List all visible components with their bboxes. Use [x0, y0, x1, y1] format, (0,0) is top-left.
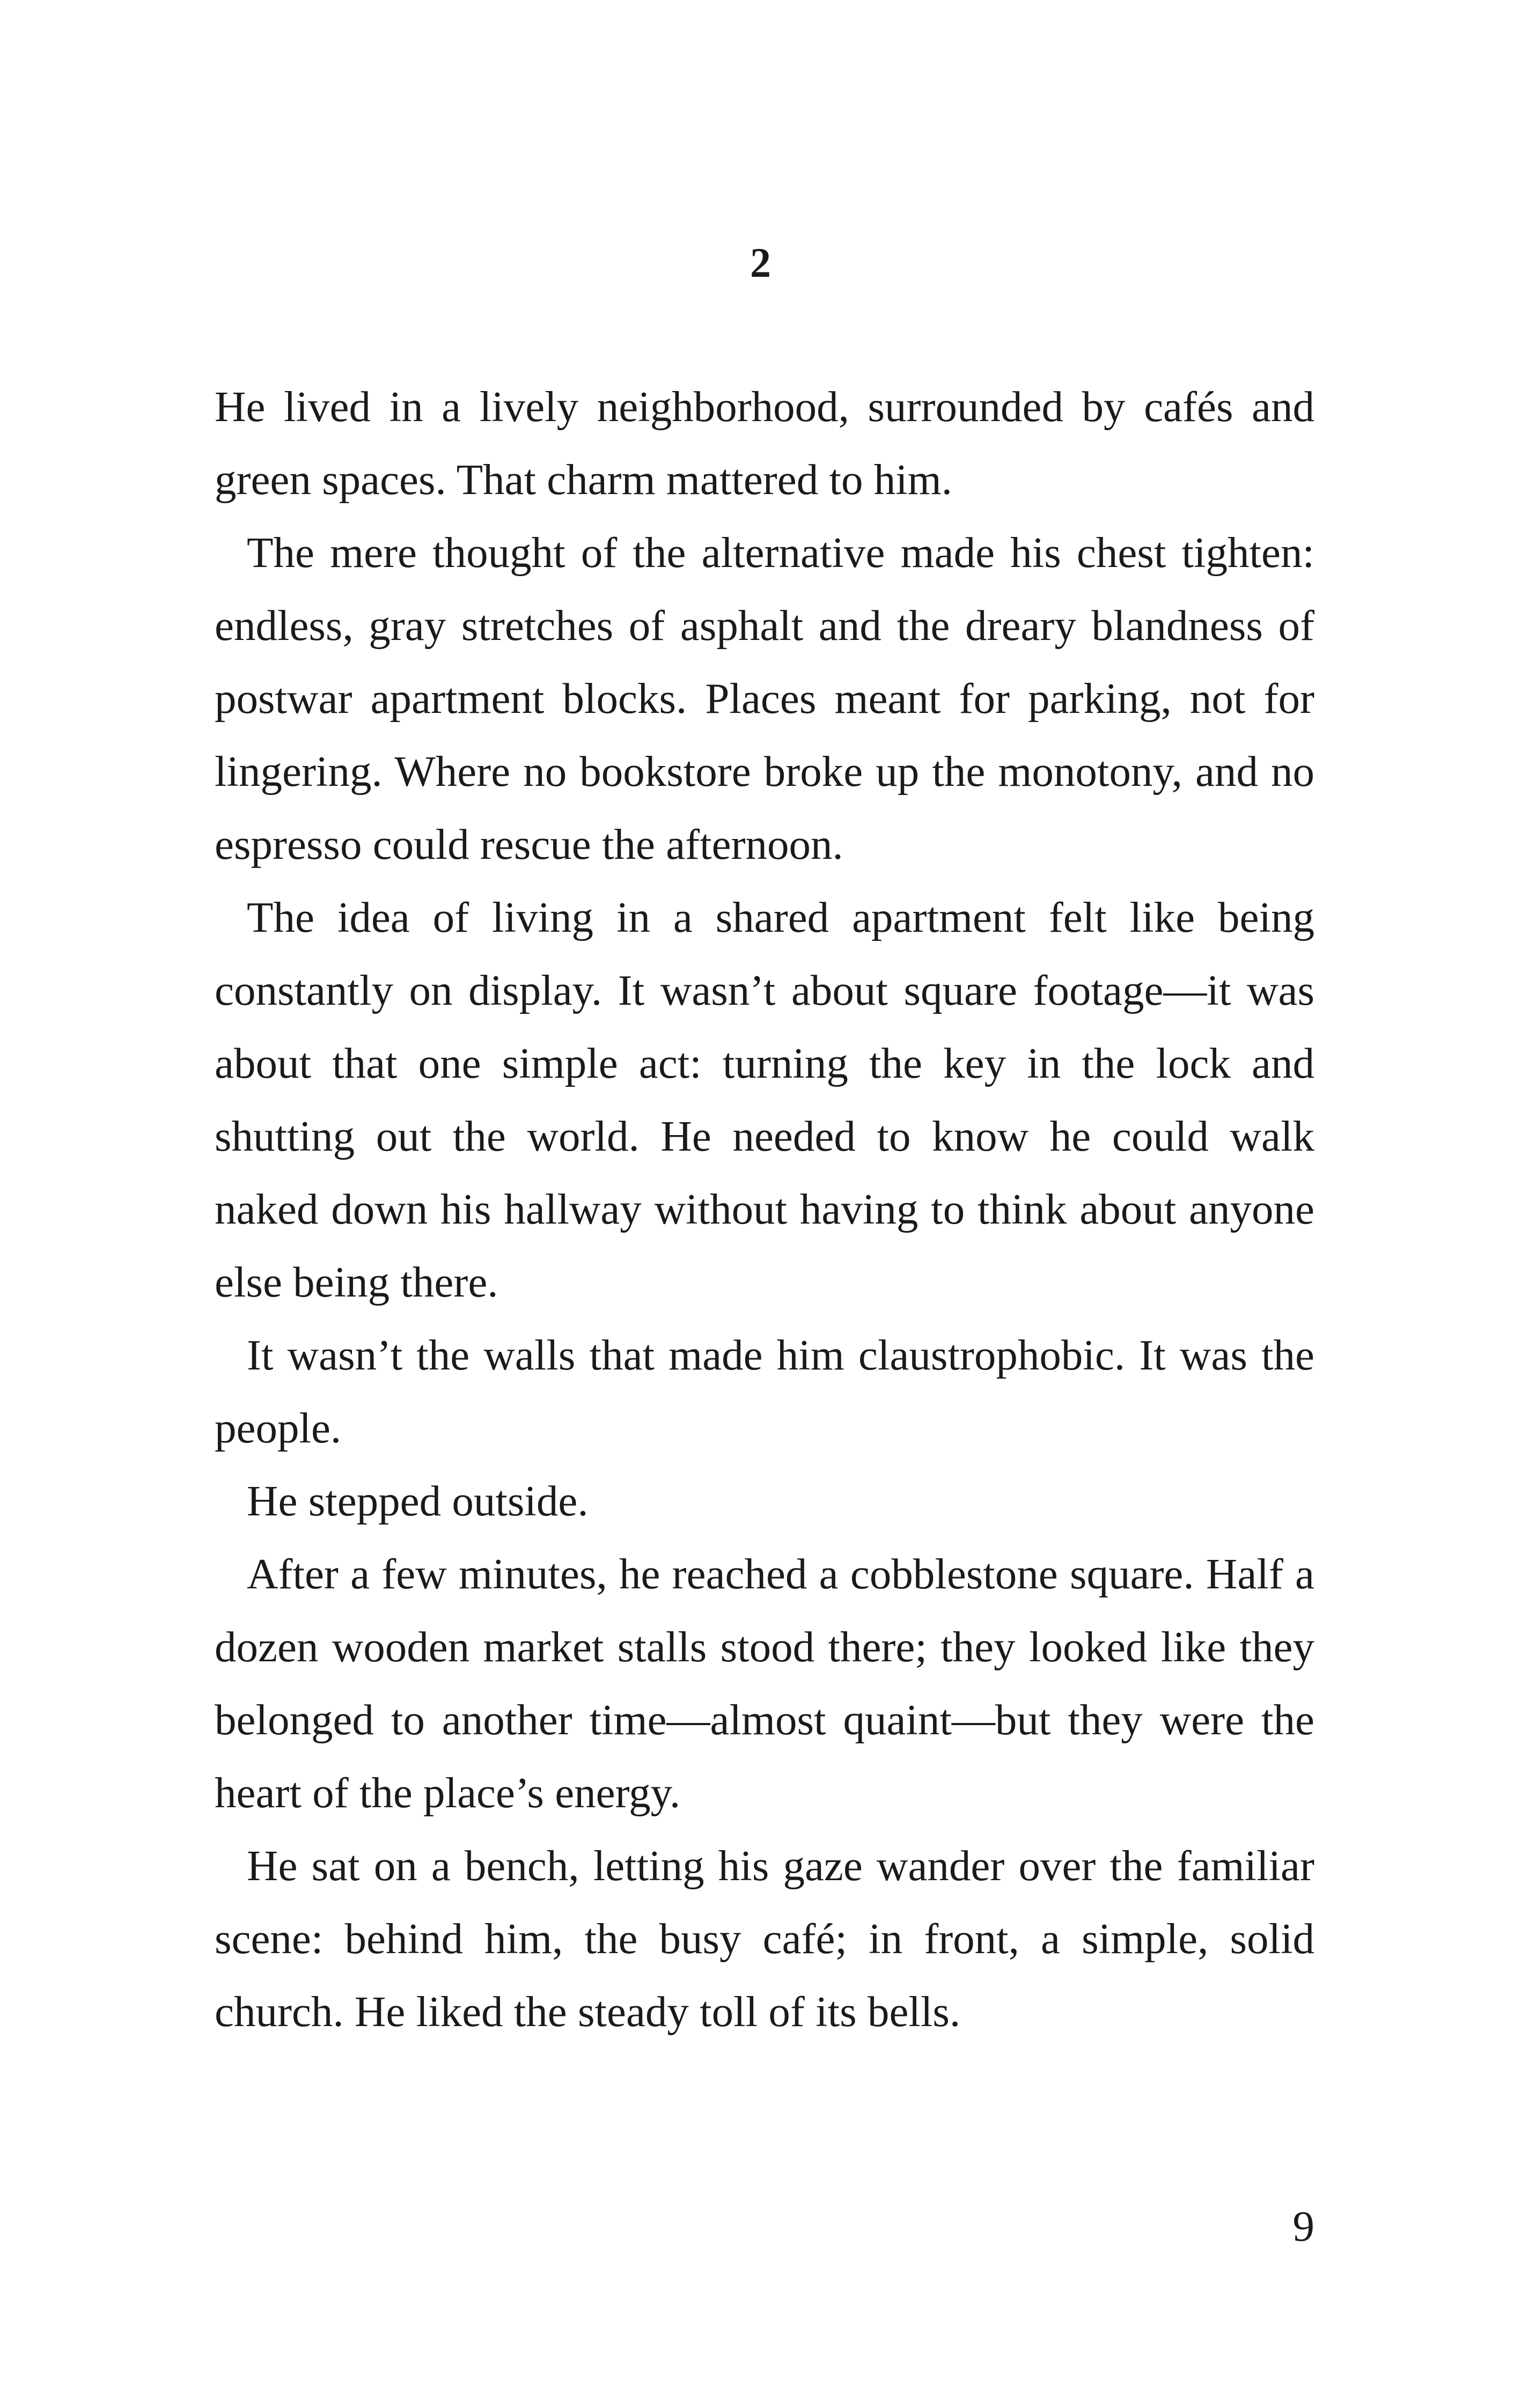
paragraph-5: He stepped outside.: [247, 1477, 589, 1525]
paragraph-6: After a few minutes, he reached a cobblestone square. Half a dozen wooden market stalls stood there; they looked like they belonged to another time—almost quaint—but they were the heart of the place’s energy.: [215, 1550, 1314, 1817]
chapter-body: [215, 370, 1314, 2048]
paragraph-7: He sat on a bench, letting his gaze wander over the familiar scene: behind him, the busy café; in front, a simple, solid church. He liked the steady toll of its bells.: [215, 1842, 1314, 2036]
paragraph-3: The idea of living in a shared apartment felt like being constantly on display. It wasn’t about square footage—it was about that one simple act: turning the key in the lock and shutting out the world. He needed to know he could walk naked down his hallway without having to think about anyone else being there.: [215, 893, 1314, 1306]
paragraph-4: It wasn’t the walls that made him claustrophobic. It was the people.: [215, 1331, 1314, 1452]
paragraph-2: The mere thought of the alternative made his chest tighten: endless, gray stretches of asphalt and the dreary blandness of postwar apartment blocks. Places meant for parking, not for lingering. Where no bookstore broke up the monotony, and no espresso could rescue the afternoon.: [215, 528, 1314, 868]
chapter-number: 2: [750, 239, 771, 286]
paragraph-1: He lived in a lively neighborhood, surrounded by cafés and green spaces. That charm mattered to him.: [215, 382, 1314, 504]
page-number: 9: [1292, 2202, 1314, 2250]
